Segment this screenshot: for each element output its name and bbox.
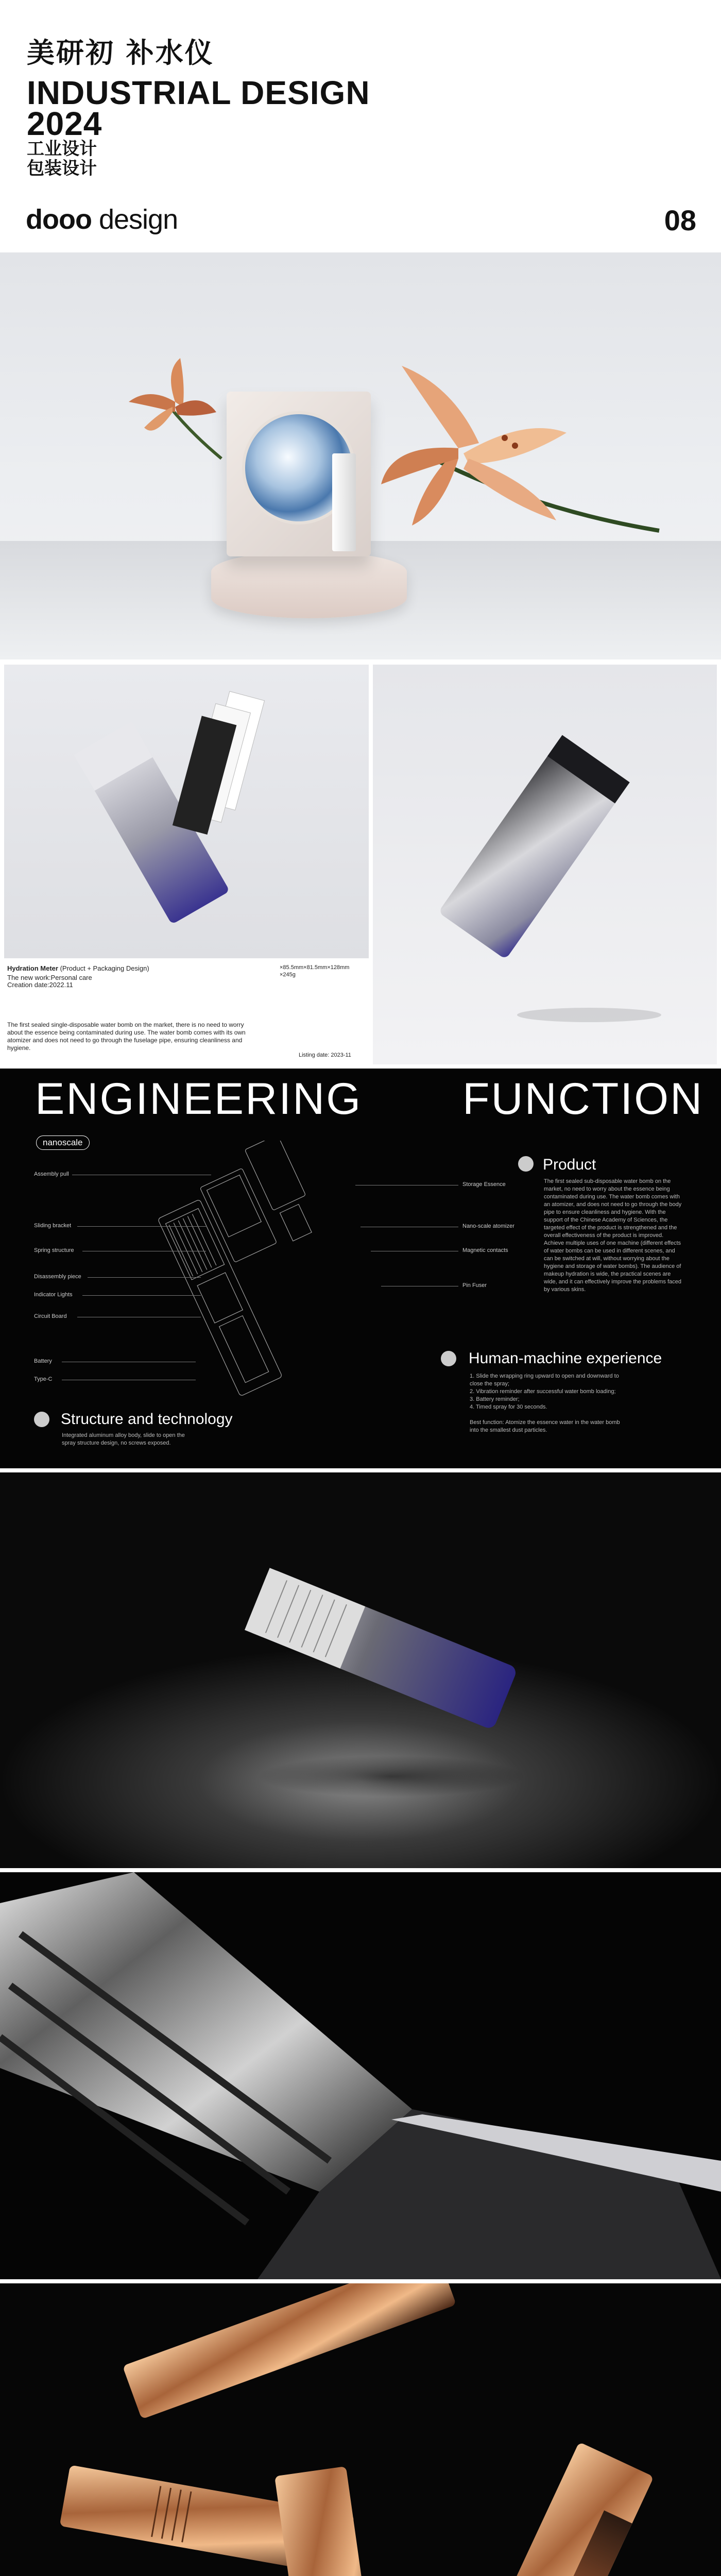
lily-left-image (118, 355, 242, 479)
leader-line (77, 1226, 206, 1227)
header (0, 0, 721, 252)
product-description: The first sealed single-disposable water bomb on the market, there is no need to worry about the essence being contaminated during use. The water bomb comes with its own atomizer and does not need to go through the fuselage pipe, ensuring cleanliness and hygiene. (7, 1021, 246, 1052)
copper-devices-illustration (0, 2283, 721, 2576)
work-type: The new work:Personal care (7, 974, 92, 981)
product-panel-left (4, 665, 369, 1064)
copper-devices-image (0, 2283, 721, 2576)
page-number: 08 (664, 204, 696, 236)
label-pin-fuser: Pin Fuser (462, 1282, 487, 1289)
weight: ×245g (280, 972, 296, 978)
english-title (27, 74, 370, 142)
lily-right-image (381, 355, 670, 551)
device-closeup-image (0, 1872, 721, 2279)
label-spring-structure: Spring structure (34, 1247, 74, 1253)
label-indicator-lights: Indicator Lights (34, 1292, 73, 1298)
chinese-subtitle-line1: 工业设计 (27, 139, 97, 159)
label-disassembly-piece: Disassembly piece (34, 1274, 81, 1280)
brand-logo-part1: dooo (26, 204, 92, 235)
function-title: FUNCTION (462, 1074, 704, 1124)
listing-date: Listing date: 2023-11 (299, 1052, 351, 1058)
product-name-line (7, 964, 149, 972)
label-circuit-board: Circuit Board (34, 1313, 67, 1319)
product-name-suffix: (Product + Packaging Design) (60, 964, 149, 972)
label-magnetic-contacts: Magnetic contacts (462, 1247, 508, 1253)
label-sliding-bracket: Sliding bracket (34, 1223, 72, 1229)
english-title-line1: INDUSTRIAL DESIGN (27, 74, 370, 111)
leader-line (88, 1277, 201, 1278)
structure-heading: Structure and technology (61, 1411, 233, 1428)
engineering-section (0, 1069, 721, 1468)
creation-date: Creation date:2022.11 (7, 981, 73, 989)
brand-logo-part2: design (98, 204, 178, 235)
chinese-subtitle (27, 139, 97, 178)
product-box-image (227, 392, 371, 556)
label-nano-atomizer: Nano-scale atomizer (462, 1223, 514, 1229)
product-dot-icon (518, 1156, 534, 1172)
hmi-text: 1. Slide the wrapping ring upward to open and downward to close the spray; 2. Vibration reminder after successful water bomb loading; 3. Battery reminder; 4. Timed spray for 30 seconds. Best function: Atomize the essence water in the water bomb into the smallest dust particles. (470, 1373, 620, 1433)
device-closeup-illustration (0, 1872, 721, 2279)
english-title-line2: 2024 (27, 105, 102, 142)
product-text: The first sealed sub-disposable water bomb on the market, no need to worry about the essence being contaminated during use. The water bomb comes with an atomizer, and does not need to go through the body pipe to ensure cleanliness and hygiene. With the support of the Chinese Academy of Sciences, the targeted effect of the product is strengthened and the overall effectiveness of the product is improved. Achieve multiple uses of one machine (different effects of water bombs can be used in different scenes, and can be switched at will, without worrying about the hygiene and storage of water bombs). The audience of makeup hydration is wide, the practical scenes are wide, and it can effectively improve the problems faced by various skins. (544, 1178, 682, 1293)
structure-text: Integrated aluminum alloy body, slide to open the spray structure design, no screws exposed. (62, 1432, 185, 1446)
device-with-packages-image (4, 665, 369, 958)
brand-logo (26, 204, 178, 235)
pedestal (211, 551, 407, 618)
hmi-dot-icon (441, 1351, 456, 1366)
label-storage-essence: Storage Essence (462, 1181, 506, 1188)
label-battery: Battery (34, 1358, 52, 1364)
hero-image (0, 252, 721, 659)
leader-line (82, 1295, 201, 1296)
chinese-title: 美研初 补水仪 (27, 37, 214, 69)
structure-dot-icon (34, 1412, 49, 1427)
nanoscale-badge: nanoscale (36, 1136, 90, 1150)
chinese-subtitle-line2: 包装设计 (27, 158, 97, 179)
device-angled-image (373, 665, 717, 1064)
device-illustration (4, 665, 369, 958)
dimensions: ×85.5mm×81.5mm×128mm (280, 964, 350, 971)
device-angled-illustration (373, 665, 717, 1064)
label-assembly-pull: Assembly pull (34, 1171, 69, 1177)
device-spotlight-image (0, 1472, 721, 1868)
product-heading: Product (543, 1156, 596, 1173)
label-type-c: Type-C (34, 1376, 53, 1382)
device-stick (332, 453, 356, 551)
product-name: Hydration Meter (7, 964, 58, 972)
engineering-title: ENGINEERING (35, 1074, 363, 1124)
hmi-heading: Human-machine experience (469, 1350, 662, 1367)
exploded-view-diagram (154, 1141, 443, 1409)
device-spotlight-illustration (0, 1472, 721, 1868)
